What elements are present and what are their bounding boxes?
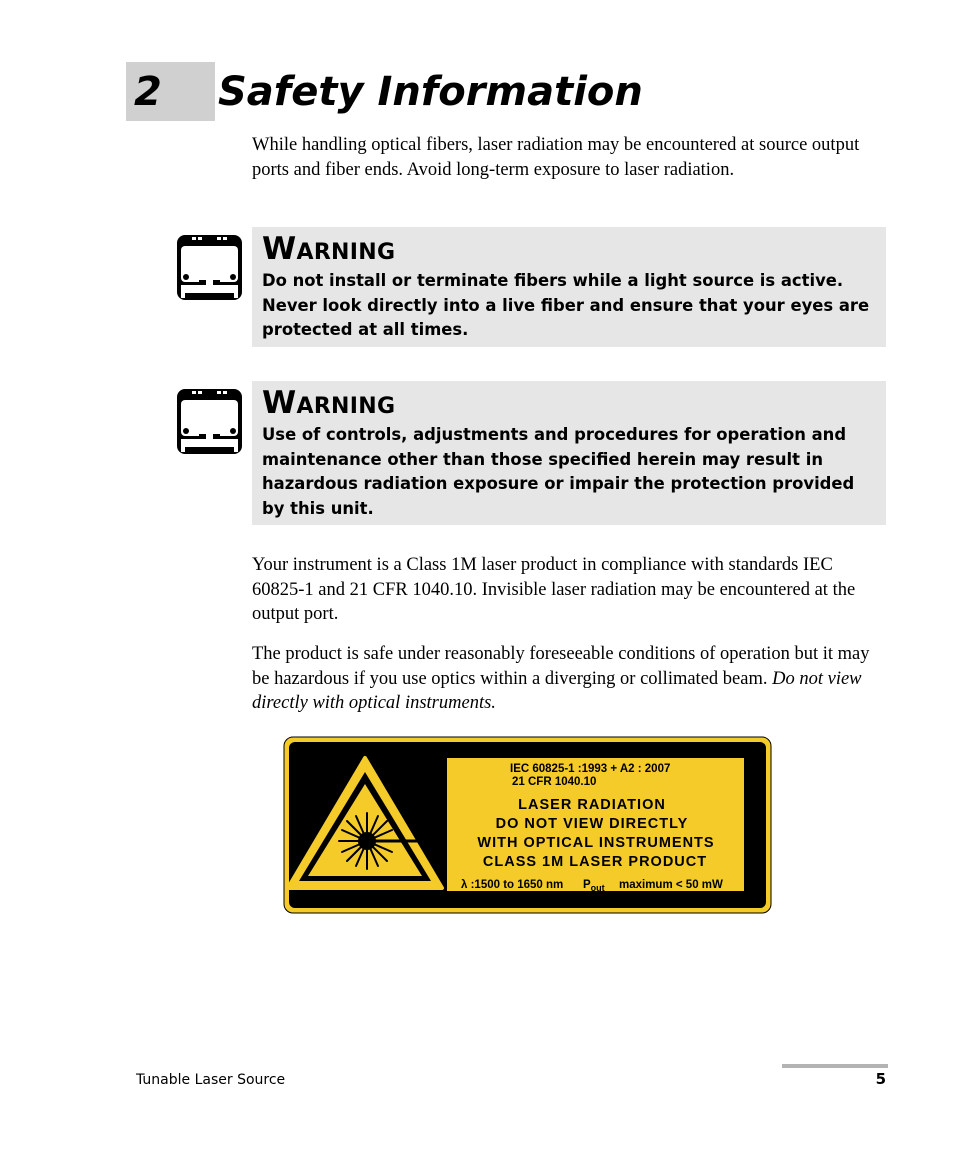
page-title: Safety Information	[218, 69, 643, 115]
label-standard-iec: IEC 60825-1 :1993 + A2 : 2007	[510, 763, 671, 775]
warning-box	[252, 381, 886, 525]
footer-rule	[782, 1064, 888, 1068]
chapter-number: 2	[134, 69, 162, 115]
warning-text: Use of controls, adjustments and procedures for operation and maintenance other than those specified herein may result in hazardous radiation exposure or impair the protection provided by this unit.	[262, 425, 855, 518]
label-line2: DO NOT VIEW DIRECTLY	[495, 816, 689, 832]
warning-title: Warning	[262, 385, 396, 421]
footer-doc-title: Tunable Laser Source	[136, 1072, 286, 1088]
label-line4: CLASS 1M LASER PRODUCT	[482, 854, 708, 870]
warning-title: Warning	[262, 231, 396, 267]
label-wavelength: λ :1500 to 1650 nm	[461, 879, 564, 891]
label-line3: WITH OPTICAL INSTRUMENTS	[477, 835, 715, 851]
label-pout-p: P	[583, 879, 591, 891]
warning-ambulance-icon	[175, 233, 244, 302]
body-paragraph	[252, 642, 884, 716]
label-line1: LASER RADIATION	[518, 797, 666, 813]
laser-warning-label	[283, 736, 772, 914]
body-paragraph-emphasis: Do not view directly with optical instruments.	[252, 668, 862, 713]
label-power: maximum < 50 mW	[619, 879, 723, 891]
warning-ambulance-icon	[175, 387, 244, 456]
body-paragraph: Your instrument is a Class 1M laser product in compliance with standards IEC 60825-1 and 21 CFR 1040.10. Invisible laser radiation may be encountered at the output port.	[252, 555, 856, 624]
warning-text: Do not install or terminate fibers while a light source is active. Never look directly into a live fiber and ensure that your eyes are protected at all times.	[262, 271, 870, 339]
label-pout-sub: out	[590, 883, 605, 893]
warning-box	[252, 227, 886, 347]
body-paragraph-lead: The product is safe under reasonably foreseeable conditions of operation but it may be hazardous if you use optics within a diverging or collimated beam.	[252, 644, 870, 689]
intro-paragraph: While handling optical fibers, laser radiation may be encountered at source output ports and fiber ends. Avoid long-term exposure to laser radiation.	[252, 135, 860, 180]
label-standard-cfr: 21 CFR 1040.10	[512, 776, 597, 788]
page-number: 5	[875, 1070, 886, 1088]
